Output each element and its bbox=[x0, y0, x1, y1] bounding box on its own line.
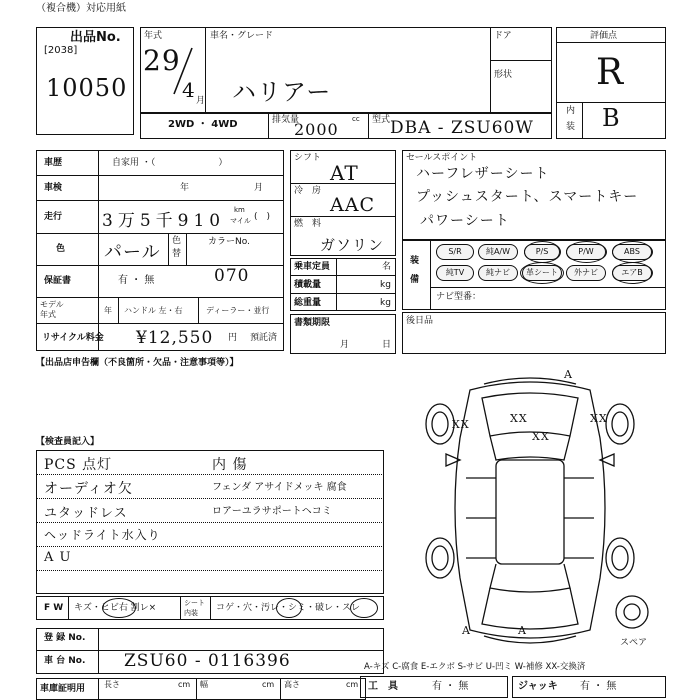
later-docs-box bbox=[402, 312, 666, 354]
lot-label: 出品No. bbox=[70, 30, 121, 45]
inspector-note-1: PCS 点灯 bbox=[44, 457, 113, 473]
mark-left-fender-xx: XX bbox=[452, 418, 470, 431]
mileage-paren: ( ) bbox=[254, 212, 271, 222]
month-suffix: 月 bbox=[196, 96, 206, 106]
shape-label: 形状 bbox=[494, 70, 513, 80]
equip-airbag-circle bbox=[612, 262, 653, 284]
interior-label-2: 装 bbox=[566, 122, 576, 132]
mark-windshield-xx: XX bbox=[532, 430, 550, 443]
registration-month: 月 bbox=[340, 340, 350, 350]
cert-length: 長さ bbox=[104, 680, 120, 689]
equipment-label-1: 装 bbox=[410, 256, 420, 266]
inspector-note-right-2: フェンダ アサイドメッキ 腐食 bbox=[212, 482, 347, 493]
mileage-unit-km: km bbox=[234, 206, 245, 214]
condition-seat-1: シート bbox=[184, 599, 205, 607]
grade-score: R bbox=[596, 52, 625, 93]
equip-alloy-wheels: 純A/W bbox=[478, 244, 518, 260]
shaken-label: 車検 bbox=[44, 183, 63, 193]
model-year-label-2: 年式 bbox=[40, 310, 56, 319]
tools-value: 有 ・ 無 bbox=[432, 681, 469, 692]
car-diagram bbox=[410, 368, 650, 658]
recycle-status: 預託済 bbox=[250, 333, 278, 343]
mark-front-a: A bbox=[564, 368, 573, 381]
color-code-value: 070 bbox=[214, 266, 250, 286]
model-year-label-1: モデル bbox=[40, 300, 64, 309]
lot-prefix: [2038] bbox=[44, 45, 78, 56]
damage-legend: A-キズ C-腐食 E-エクボ S-サビ U-凹ミ W-補修 XX-交換済 bbox=[364, 662, 586, 672]
sales-points-label: セールスポイント bbox=[406, 153, 478, 163]
warranty-value: 有 ・ 無 bbox=[118, 275, 155, 286]
car-name-label: 車名・グレード bbox=[210, 31, 274, 41]
mileage-value: 3万5千910 bbox=[102, 211, 226, 231]
cert-height: 高さ bbox=[284, 680, 300, 689]
equipment-label-2: 備 bbox=[410, 275, 420, 285]
inspector-note-right-1: 内 傷 bbox=[212, 457, 248, 473]
model-value: DBA - ZSU60W bbox=[390, 118, 534, 138]
equip-airbag: エアB bbox=[612, 265, 652, 281]
cert-width: 幅 bbox=[200, 680, 208, 689]
grade-label: 評価点 bbox=[590, 31, 618, 41]
month-value: 4 bbox=[182, 78, 196, 102]
chassis-label: 車 台 No. bbox=[44, 656, 86, 666]
registration-day: 日 bbox=[382, 340, 392, 350]
jack-label: ジャッキ bbox=[518, 681, 558, 692]
navi-model-label: ナビ型番： bbox=[436, 292, 482, 302]
history-label: 車歴 bbox=[44, 158, 63, 168]
history-value: 自家用 ・（ ） bbox=[112, 158, 228, 168]
equip-abs: ABS bbox=[612, 244, 652, 260]
fuel-value: ガソリン bbox=[320, 236, 385, 254]
gross-label: 総重量 bbox=[294, 298, 322, 308]
top-text: （複合機）対応用紙 bbox=[36, 3, 126, 14]
recycle-value: ¥12,550 bbox=[136, 328, 214, 348]
aircon-label: 冷 房 bbox=[294, 186, 322, 196]
mark-hood-xx: XX bbox=[510, 412, 528, 425]
year-label: 年式 bbox=[144, 31, 163, 41]
inspector-header: 【検査員記入】 bbox=[36, 437, 100, 447]
color-code-label: カラーNo. bbox=[208, 237, 250, 247]
later-docs-label: 後日品 bbox=[406, 316, 434, 326]
displacement-value: 2000 bbox=[294, 120, 339, 139]
inspector-note-4: ヘッドライト水入り bbox=[44, 528, 161, 542]
year-value: 29 bbox=[143, 44, 181, 77]
warranty-label: 保証書 bbox=[44, 276, 72, 286]
equip-pw-circle bbox=[566, 241, 607, 263]
cert-length-unit: cm bbox=[178, 680, 191, 689]
drive-label: 2WD ・ 4WD bbox=[168, 119, 238, 130]
inspector-note-5: A U bbox=[44, 550, 72, 565]
model-year-dealer: ディーラー・並行 bbox=[206, 306, 270, 315]
inspector-note-2: オーディオ欠 bbox=[44, 481, 133, 497]
load-label: 積載量 bbox=[294, 280, 322, 290]
equip-power-windows: P/W bbox=[566, 244, 606, 260]
mileage-unit-mile: マイル bbox=[230, 217, 251, 225]
color-label: 色 bbox=[56, 244, 66, 254]
car-name-value: ハリアー bbox=[232, 78, 332, 106]
cert-height-unit: cm bbox=[346, 680, 359, 689]
color-value: パール bbox=[104, 242, 161, 263]
capacity-unit: 名 bbox=[382, 262, 392, 272]
jack-value: 有 ・ 無 bbox=[580, 681, 617, 692]
displacement-unit: cc bbox=[352, 115, 360, 123]
report-header: 【出品店申告欄（不良箇所・欠品・注意事項等）】 bbox=[36, 358, 239, 368]
equip-power-steering: P/S bbox=[524, 244, 560, 260]
shift-value: AT bbox=[330, 161, 359, 185]
displacement-label: 排気量 bbox=[272, 115, 300, 125]
fuel-label: 燃 料 bbox=[294, 219, 322, 229]
door-label: ドア bbox=[494, 31, 512, 41]
model-year-year: 年 bbox=[104, 306, 112, 315]
capacity-label: 乗車定員 bbox=[294, 262, 331, 272]
condition-seat-2: 内装 bbox=[184, 609, 198, 617]
mark-rear-left-a: A bbox=[462, 624, 471, 637]
inspector-note-right-3: ロアーユラサポートヘコミ bbox=[212, 506, 332, 517]
mark-rear-right-a: A bbox=[518, 624, 527, 637]
registration-no-label: 登 録 No. bbox=[44, 633, 86, 643]
condition-wear-circle bbox=[350, 598, 378, 618]
condition-label: F W bbox=[44, 603, 64, 613]
tools-label: 工 具 bbox=[368, 681, 398, 692]
condition-seat-value: コゲ・穴・汚レ・シミ・破レ・スレ bbox=[216, 603, 361, 613]
shift-label: シフト bbox=[294, 153, 322, 163]
recycle-label: リサイクル料金 bbox=[42, 333, 104, 343]
load-unit: kg bbox=[380, 280, 391, 290]
equip-tv: 純TV bbox=[436, 265, 474, 281]
shaken-month: 月 bbox=[254, 183, 264, 193]
sales-point-1: ハーフレザーシート bbox=[416, 166, 550, 182]
inspector-note-3: ユタッドレス bbox=[44, 506, 128, 521]
condition-stain-circle bbox=[276, 598, 302, 618]
equip-leather-circle bbox=[520, 262, 564, 284]
equip-abs-circle bbox=[612, 241, 653, 263]
equip-sunroof: S/R bbox=[436, 244, 474, 260]
condition-crack-circle bbox=[102, 598, 136, 618]
condition-value: キズ・ヒビ右 割レ× bbox=[74, 603, 157, 613]
sales-point-3: パワーシート bbox=[420, 213, 510, 229]
shaken-year: 年 bbox=[180, 183, 190, 193]
interior-label-1: 内 bbox=[566, 106, 576, 116]
cert-label: 車庫証明用 bbox=[40, 684, 86, 694]
sales-point-2: プッシュスタート、スマートキー bbox=[416, 189, 639, 205]
registration-label: 書類期限 bbox=[294, 318, 331, 328]
equip-aftermarket-navi: 外ナビ bbox=[566, 265, 606, 281]
recycle-unit: 円 bbox=[228, 333, 238, 343]
gross-unit: kg bbox=[380, 298, 391, 308]
mark-right-fender-xx: XX bbox=[590, 412, 608, 425]
equip-navi: 純ナビ bbox=[478, 265, 518, 281]
mileage-label: 走行 bbox=[44, 212, 63, 222]
lot-number: 10050 bbox=[46, 74, 128, 102]
cert-width-unit: cm bbox=[262, 680, 275, 689]
chassis-value: ZSU60 - 0116396 bbox=[124, 651, 291, 671]
equip-ps-circle bbox=[524, 241, 561, 263]
color-change-2: 替 bbox=[172, 249, 182, 259]
model-year-handle: ハンドル 左・右 bbox=[124, 306, 183, 315]
equip-leather: 革シート bbox=[522, 265, 562, 281]
spare-label: スペア bbox=[620, 638, 648, 648]
aircon-value: AAC bbox=[330, 194, 375, 216]
model-label: 型式 bbox=[372, 115, 391, 125]
color-change-1: 色 bbox=[172, 236, 182, 246]
interior-grade: B bbox=[602, 104, 621, 132]
